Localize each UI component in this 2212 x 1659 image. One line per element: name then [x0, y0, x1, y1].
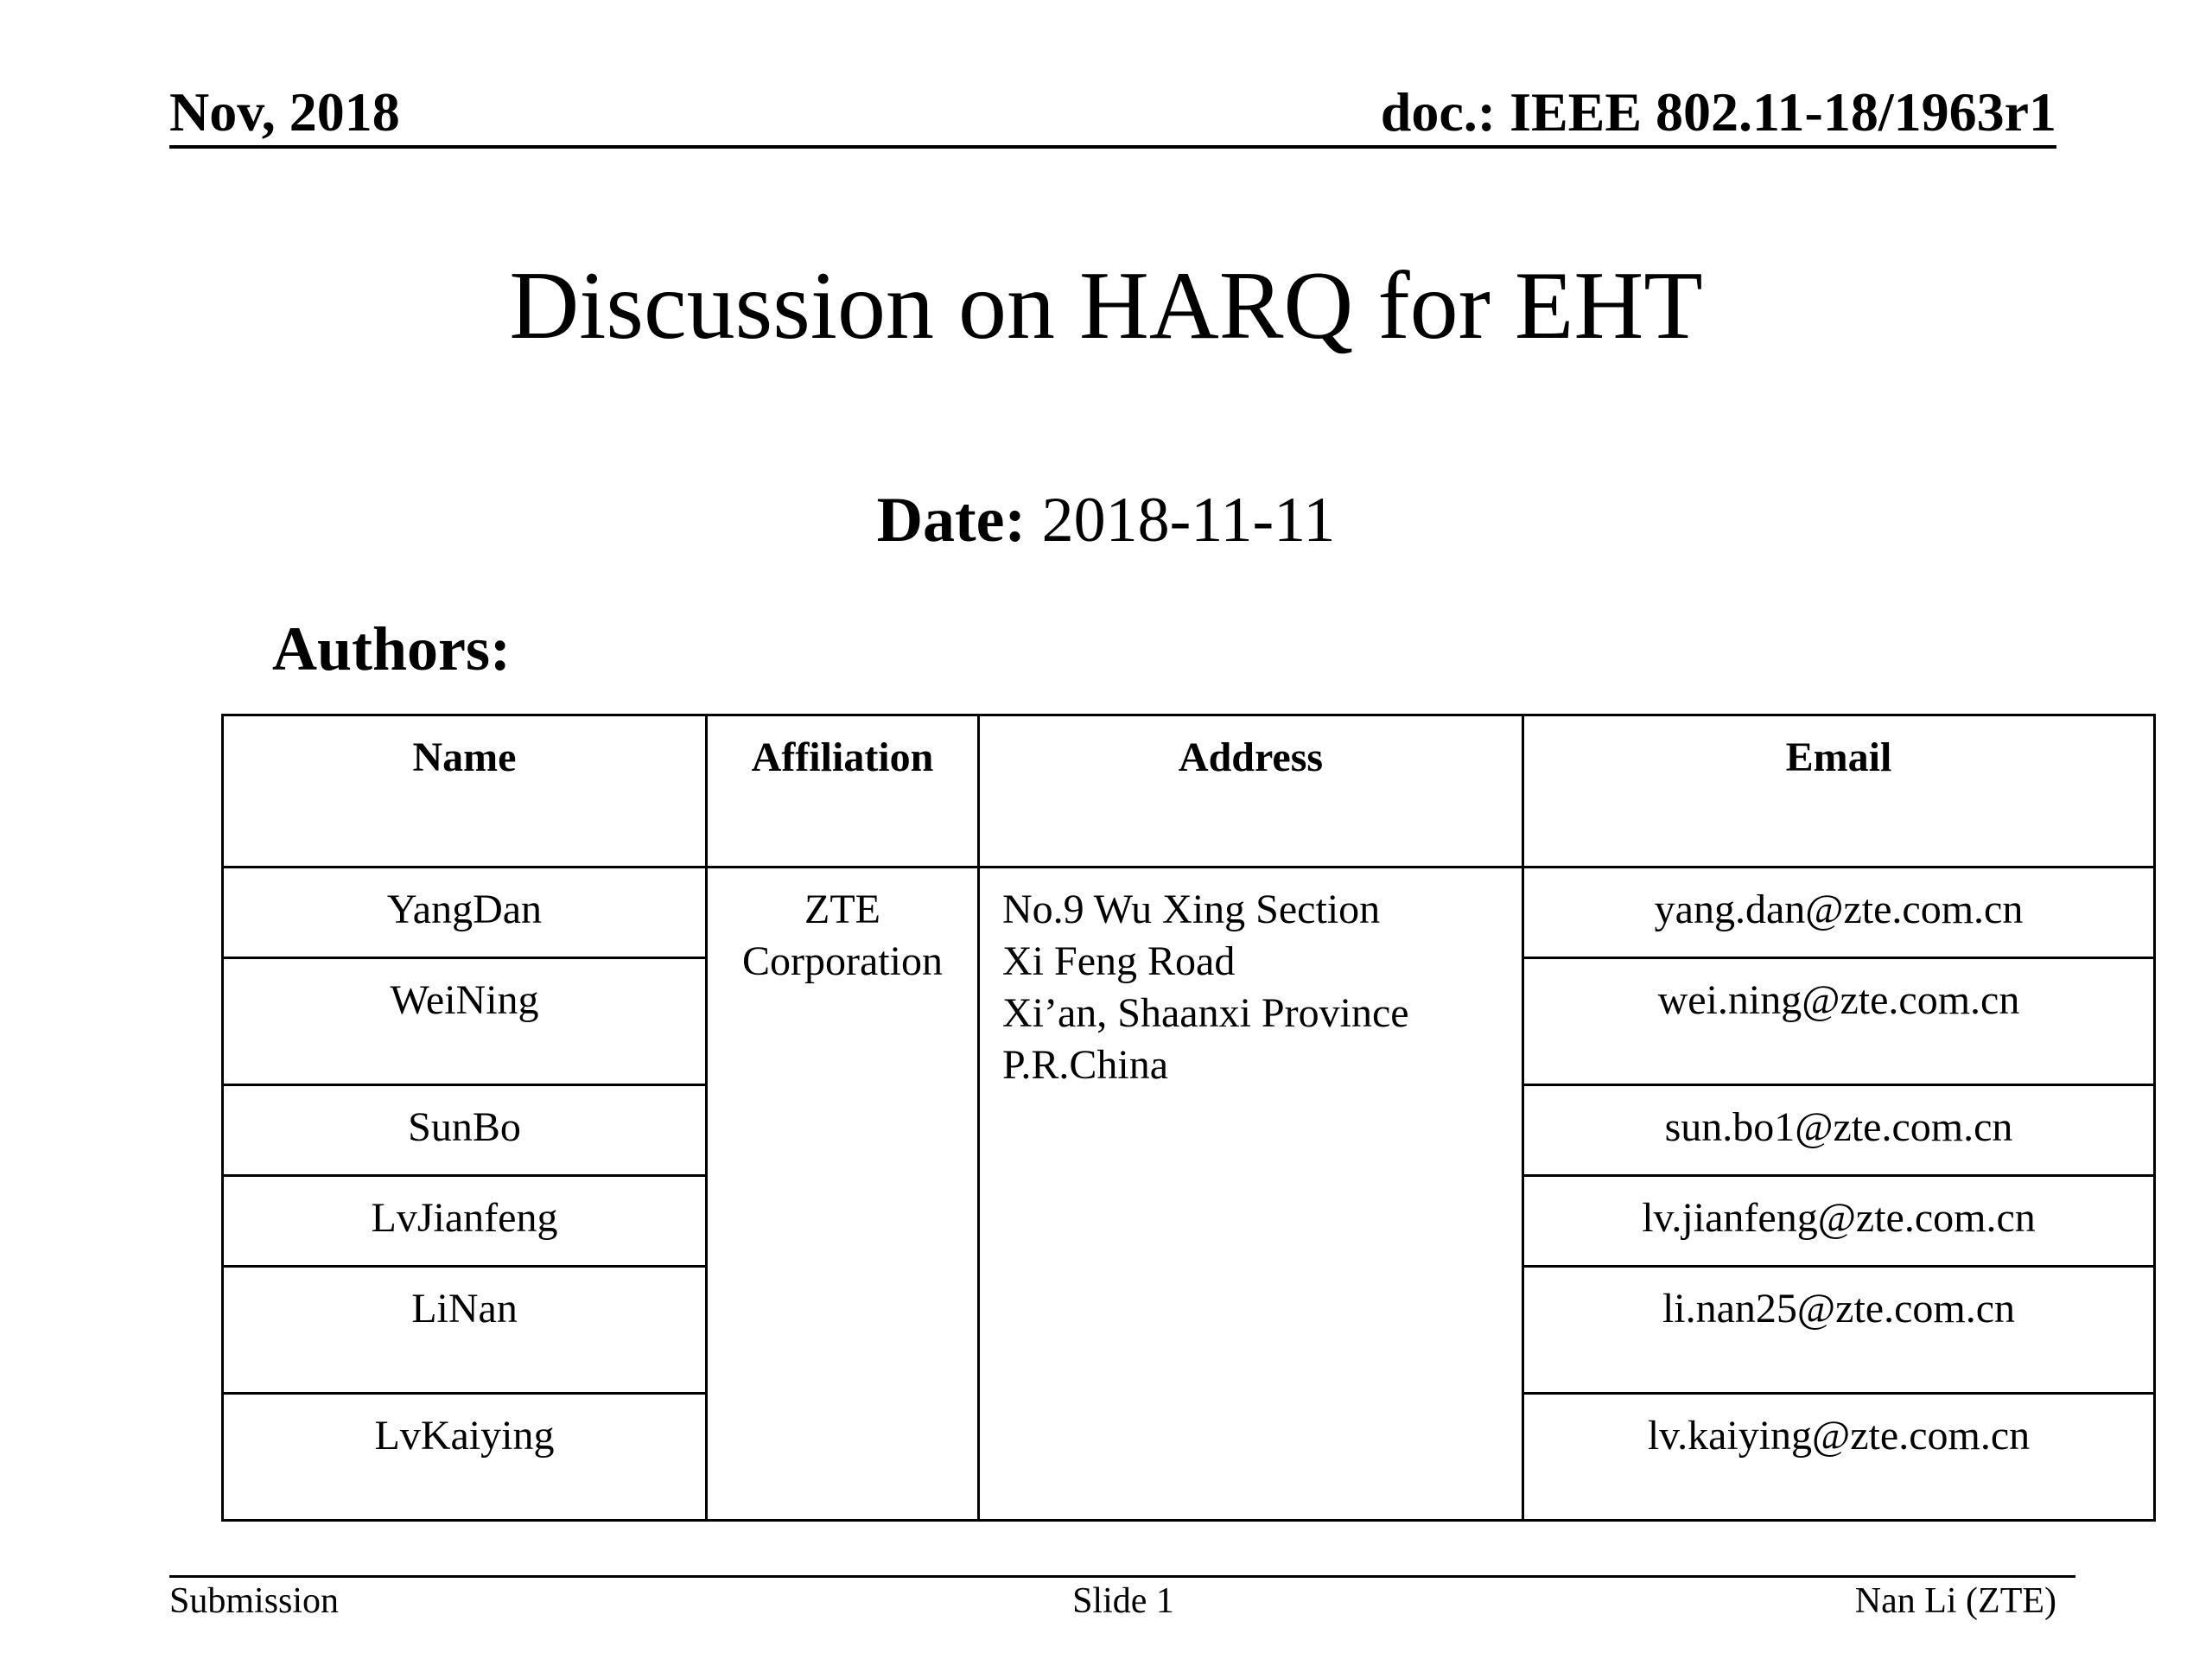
footer-submission: Submission — [169, 1581, 340, 1621]
slide-title: Discussion on HARQ for EHT — [509, 252, 1703, 359]
footer-slide-number: Slide 1 — [1072, 1581, 1174, 1621]
column-header-address: Address — [979, 715, 1523, 868]
affiliation-cell — [707, 868, 979, 1521]
address-line: Xi Feng Road — [1002, 938, 1236, 984]
date-label: Date: — [876, 485, 1027, 556]
authors-heading: Authors: — [272, 614, 512, 683]
column-header-name: Name — [223, 715, 707, 868]
header-date: Nov, 2018 — [169, 81, 400, 143]
author-email: lv.jianfeng@zte.com.cn — [1523, 1176, 2155, 1267]
author-email: li.nan25@zte.com.cn — [1523, 1267, 2155, 1394]
author-name: SunBo — [223, 1085, 707, 1176]
column-header-email: Email — [1523, 715, 2155, 868]
table-row — [223, 868, 2155, 958]
affiliation-line: Corporation — [742, 938, 943, 984]
author-email: sun.bo1@zte.com.cn — [1523, 1085, 2155, 1176]
affiliation-line: ZTE — [804, 887, 880, 932]
author-email: yang.dan@zte.com.cn — [1523, 868, 2155, 958]
author-name: WeiNing — [223, 958, 707, 1085]
author-name: LiNan — [223, 1267, 707, 1394]
address-line: Xi’an, Shaanxi Province — [1002, 990, 1409, 1036]
author-email: wei.ning@zte.com.cn — [1523, 958, 2155, 1085]
footer-divider — [169, 1575, 2075, 1578]
authors-table — [221, 714, 2156, 1522]
address-line: P.R.China — [1002, 1042, 1169, 1088]
author-name: YangDan — [223, 868, 707, 958]
footer-author: Nan Li (ZTE) — [1854, 1581, 2056, 1621]
author-name: LvKaiying — [223, 1394, 707, 1521]
address-cell — [979, 868, 1523, 1521]
header-doc-id: doc.: IEEE 802.11-18/1963r1 — [1380, 81, 2056, 143]
table-header-row — [223, 715, 2155, 868]
author-email: lv.kaiying@zte.com.cn — [1523, 1394, 2155, 1521]
author-name: LvJianfeng — [223, 1176, 707, 1267]
column-header-affiliation: Affiliation — [707, 715, 979, 868]
header-divider — [169, 145, 2056, 149]
date-value: 2018-11-11 — [1041, 485, 1336, 556]
address-line: No.9 Wu Xing Section — [1002, 887, 1381, 932]
date-line — [0, 485, 2212, 556]
